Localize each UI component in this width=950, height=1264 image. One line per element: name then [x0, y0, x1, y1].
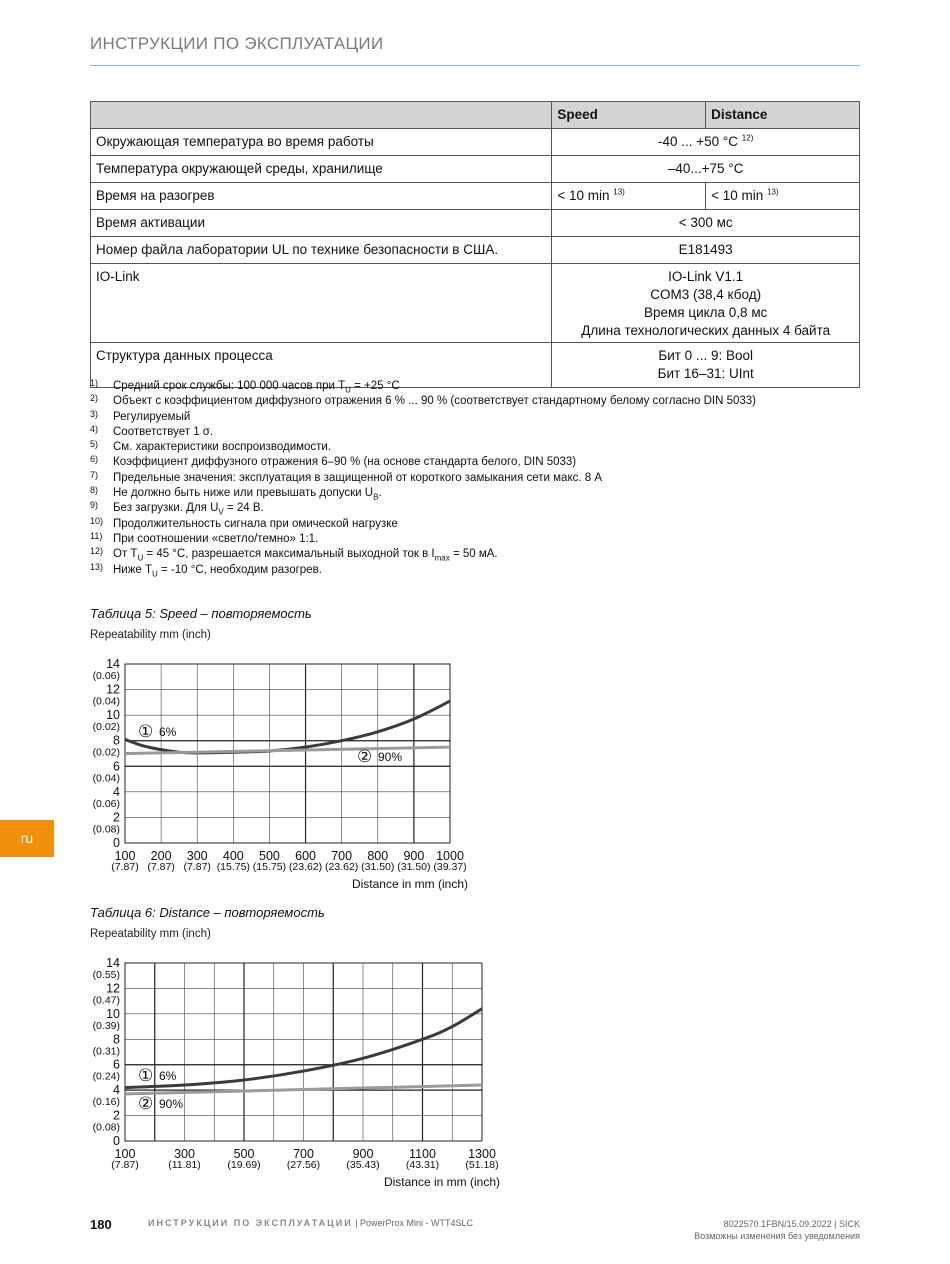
y-tick-label-inch: (0.06) [92, 797, 120, 810]
footnote-number: 12) [90, 546, 104, 557]
y-tick-label-inch: (0.39) [92, 1019, 120, 1032]
footnote-text: Без загрузки. Для $U_V = 24$ В. [113, 502, 264, 517]
x-tick-label: 200 [150, 849, 172, 863]
column-header-speed: Speed [552, 102, 706, 129]
y-tick-label: 6 [113, 759, 120, 774]
footnote-number: 5) [90, 439, 99, 450]
footnote-number: 2) [90, 393, 99, 404]
y-tick-label: 10 [106, 708, 120, 723]
page-number: 180 [90, 1217, 112, 1232]
x-tick-label: 700 [293, 1147, 314, 1161]
y-tick-label: 8 [113, 733, 120, 748]
series-label: 90% [159, 1097, 184, 1111]
x-tick-label-inch: (23.62) [325, 861, 359, 873]
footnote-text: Коэффициент диффузного отражения 6–90 % (на основе стандарта белого, DIN 5033) [113, 456, 577, 469]
x-tick-label: 300 [186, 849, 208, 863]
x-axis-label: Distance in mm (inch) [383, 1175, 500, 1189]
x-tick-label-inch: (7.87) [111, 1159, 139, 1171]
distance-chart-ylabel: Repeatability mm (inch) [90, 928, 211, 940]
footnote-text: Предельные значения: эксплуатация в защищенной от короткого замыкания сети макс. 8 A [113, 471, 603, 484]
x-tick-label: 300 [174, 1147, 195, 1161]
x-tick-label-inch: (35.43) [346, 1159, 380, 1171]
footnote-number: 8) [90, 485, 99, 496]
x-tick-label-inch: (15.75) [216, 861, 250, 873]
x-tick-label: 100 [114, 1147, 136, 1161]
y-tick-label-inch: (0.04) [92, 695, 120, 708]
footnote-number: 3) [90, 408, 99, 419]
y-tick-label: 12 [106, 682, 120, 697]
change-notice: Возможны изменения без уведомления [694, 1231, 860, 1241]
footnote-text: От $T_U = 45$ °C, разрешается максимальный выходной ток в $I_{max} = 50$ мА. [113, 548, 498, 563]
series-marker: ① [138, 1066, 154, 1085]
x-tick-label: 700 [331, 849, 353, 863]
y-tick-label-inch: (0.08) [92, 1121, 120, 1134]
footnote-number: 7) [90, 469, 99, 480]
y-tick-label-inch: (0.47) [92, 994, 120, 1007]
y-tick-label-inch: (0.55) [92, 969, 120, 981]
footnote-text: Соответствует 1 σ. [113, 425, 214, 438]
y-tick-label: 10 [106, 1006, 120, 1021]
footnote-number: 13) [90, 561, 104, 572]
y-tick-label: 0 [113, 1134, 120, 1148]
x-tick-label: 1300 [468, 1147, 496, 1161]
y-tick-label-inch: (0.08) [92, 823, 120, 836]
x-tick-label-inch: (7.87) [111, 861, 139, 873]
x-tick-label-inch: (31.50) [397, 861, 431, 873]
footnote-text: Средний срок службы: 100 000 часов при $T_U = +25$ °C [113, 380, 400, 395]
series-marker: ② [357, 747, 373, 766]
series-marker: ① [138, 722, 154, 741]
x-tick-label: 1000 [436, 849, 464, 863]
x-tick-label-inch: (27.56) [286, 1159, 321, 1171]
footnote-text: Регулируемый [113, 410, 191, 423]
row-label: Температура окружающей среды, хранилище [91, 156, 552, 183]
y-tick-label-inch: (0.31) [92, 1045, 120, 1058]
x-tick-label: 500 [259, 849, 280, 863]
row-value-speed: < 10 min $^{13)}$ [552, 183, 706, 210]
x-tick-label: 400 [222, 849, 244, 863]
series-marker: ② [138, 1094, 154, 1113]
y-tick-label-inch: (0.24) [92, 1070, 120, 1083]
speed-chart-ylabel: Repeatability mm (inch) [90, 629, 211, 641]
y-tick-label: 14 [106, 657, 120, 671]
row-label: IO-Link [91, 264, 552, 343]
x-tick-label-inch: (11.81) [168, 1159, 201, 1171]
x-tick-label-inch: (31.50) [361, 861, 395, 873]
x-tick-label: 600 [295, 849, 316, 863]
x-tick-label-inch: (51.18) [465, 1159, 499, 1171]
footnote-text: Не должно быть ниже или превышать допуски $U_B$. [113, 487, 382, 502]
y-tick-label: 4 [113, 784, 120, 799]
row-value: IO-Link V1.1 COM3 (38,4 кбод) Время цикла 0,8 мс Длина технологических данных 4 байта [552, 264, 860, 343]
footnote-text: При соотношении «светло/темно» 1:1. [113, 532, 319, 545]
footer-right [694, 1218, 860, 1242]
row-value: Бит 0 ... 9: Bool Бит 16–31: UInt [552, 343, 860, 388]
footnote-text: Ниже $T_U = -10$ °C, необходим разогрев. [113, 563, 322, 578]
y-tick-label-inch: (0.02) [92, 721, 120, 734]
series-label: 90% [378, 750, 403, 764]
y-tick-label: 2 [113, 1108, 120, 1123]
y-tick-label: 8 [113, 1032, 120, 1047]
language-tab: ru [0, 820, 54, 857]
row-label: Окружающая температура во время работы [91, 129, 552, 156]
row-value: E181493 [552, 237, 860, 264]
x-tick-label-inch: (7.87) [183, 861, 211, 873]
footnote-number: 4) [90, 423, 99, 434]
x-tick-label-inch: (19.69) [227, 1159, 261, 1171]
distance-chart-caption: Таблица 6: Distance – повторяемость [90, 905, 325, 920]
footer-left: ИНСТРУКЦИИ ПО ЭКСПЛУАТАЦИИ | PowerProx Mini - WTT4SLC [148, 1218, 474, 1228]
footnote-number: 10) [90, 515, 104, 526]
y-tick-label: 2 [113, 810, 120, 825]
y-tick-label-inch: (0.16) [92, 1096, 120, 1109]
x-tick-label: 500 [233, 1147, 255, 1161]
footnote-text: Продолжительность сигнала при омической нагрузке [113, 517, 398, 530]
y-tick-label-inch: (0.04) [92, 772, 120, 785]
footnote-number: 9) [90, 500, 99, 511]
y-tick-label: 6 [113, 1057, 120, 1072]
x-tick-label: 900 [352, 1147, 374, 1161]
row-label: Структура данных процесса [91, 343, 552, 388]
footnote-text: См. характеристики воспроизводимости. [113, 441, 332, 454]
y-tick-label: 0 [113, 836, 120, 850]
x-tick-label-inch: (15.75) [252, 861, 287, 873]
x-axis-label: Distance in mm (inch) [351, 877, 468, 891]
footnote-number: 1) [90, 378, 99, 388]
x-tick-label: 900 [403, 849, 425, 863]
x-tick-label: 1100 [409, 1147, 436, 1161]
row-label: Время на разогрев [91, 183, 552, 210]
x-tick-label-inch: (23.62) [288, 861, 323, 873]
y-tick-label-inch: (0.02) [92, 746, 120, 759]
y-tick-label: 14 [106, 956, 120, 970]
row-value-distance: < 10 min $^{13)}$ [706, 183, 860, 210]
row-value: –40...+75 °C [552, 156, 860, 183]
row-value: -40 ... +50 °C $^{12)}$ [552, 129, 860, 156]
document-number: 8022570.1FBN/15.09.2022 | SICK [723, 1219, 860, 1229]
page-header-title: ИНСТРУКЦИИ ПО ЭКСПЛУАТАЦИИ [90, 34, 384, 53]
x-tick-label-inch: (7.87) [147, 861, 175, 873]
x-tick-label: 100 [114, 849, 136, 863]
y-tick-label: 4 [113, 1083, 120, 1098]
row-label: Номер файла лаборатории UL по технике безопасности в США. [91, 237, 552, 264]
y-tick-label-inch: (0.06) [92, 670, 120, 682]
speed-chart-caption: Таблица 5: Speed – повторяемость [90, 606, 312, 621]
footnote-number: 6) [90, 454, 99, 465]
row-label: Время активации [91, 210, 552, 237]
x-tick-label: 800 [367, 849, 389, 863]
series-label: 6% [159, 725, 177, 739]
x-tick-label-inch: (43.31) [405, 1159, 440, 1171]
footnote-number: 11) [90, 530, 103, 541]
footnote-text: Объект с коэффициентом диффузного отражения 6 % ... 90 % (соответствует стандартному белому согласно DIN 5033) [113, 395, 756, 408]
x-tick-label-inch: (39.37) [433, 861, 467, 873]
series-label: 6% [159, 1069, 177, 1083]
column-header-distance: Distance [706, 102, 860, 129]
row-value: < 300 мс [552, 210, 860, 237]
y-tick-label: 12 [106, 981, 120, 996]
